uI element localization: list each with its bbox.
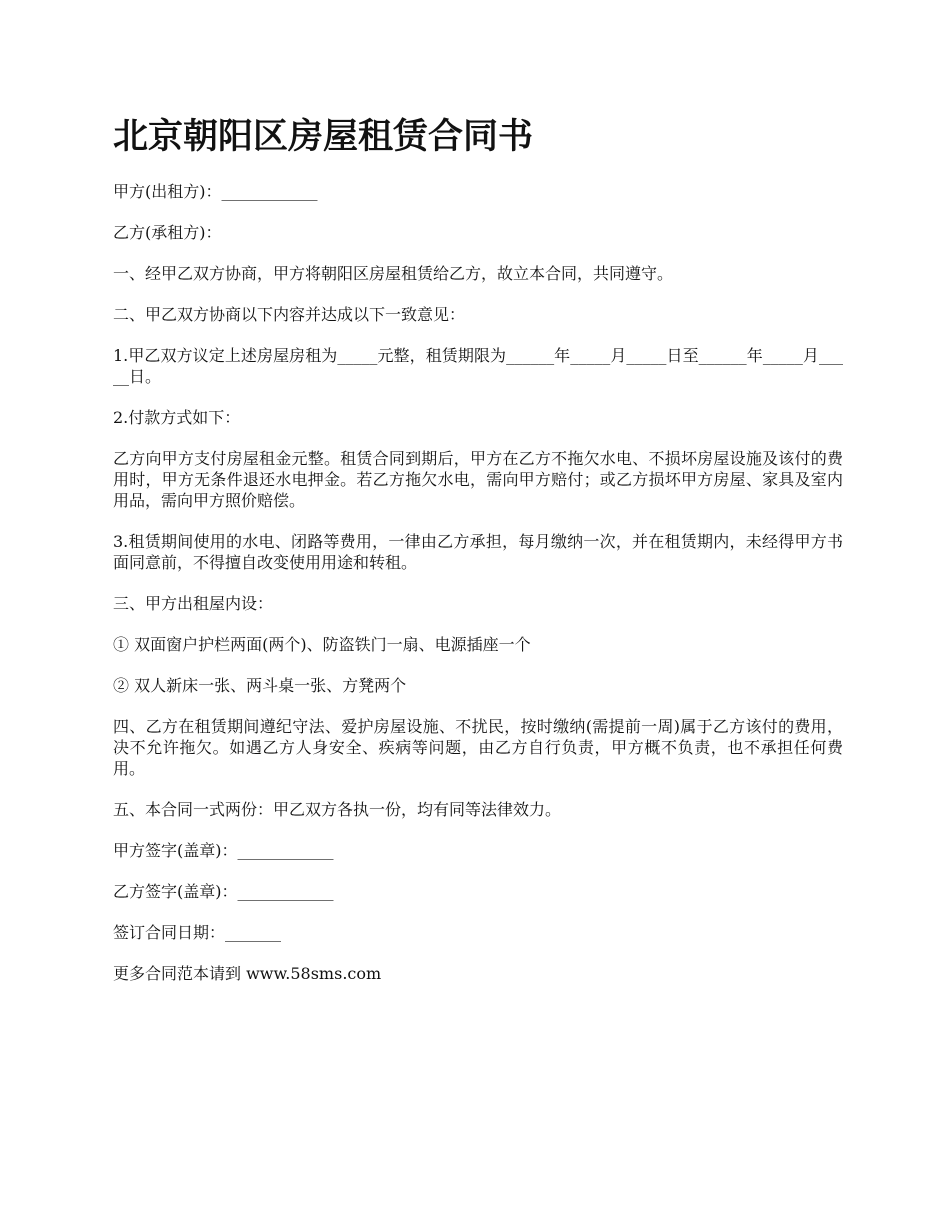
signing-date: 签订合同日期：_______ [113, 923, 282, 942]
furnishing-item-1: ① 双面窗户护栏两面(两个)、防盗铁门一扇、电源插座一个 [113, 635, 531, 654]
payment-method-heading: 2.付款方式如下： [113, 408, 241, 427]
payment-method-body: 乙方向甲方支付房屋租金元整。租赁合同到期后，甲方在乙方不拖欠水电、不损坏房屋设施及该付的费用时，甲方无条件退还水电押金。若乙方拖欠水电，需向甲方赔付；或乙方损坏甲方房屋、家具及室内用品，需向甲方照价赔偿。 [113, 449, 843, 510]
document-title: 北京朝阳区房屋租赁合同书 [113, 117, 534, 157]
contract-page [113, 112, 843, 1004]
party-a-line: 甲方(出租方)：____________ [113, 182, 318, 201]
clause-3-heading: 三、甲方出租屋内设： [113, 594, 274, 613]
rent-term-item: 1.甲乙双方议定上述房屋房租为_____元整，租赁期限为______年_____月_____日至______年_____月_____日。 [113, 346, 843, 386]
furnishing-item-2: ② 双人新床一张、两斗桌一张、方凳两个 [113, 676, 407, 695]
clause-4: 四、乙方在租赁期间遵纪守法、爱护房屋设施、不扰民，按时缴纳(需提前一周)属于乙方该付的费用，决不允许拖欠。如遇乙方人身安全、疾病等问题，由乙方自行负责，甲方概不负责，也不承担任何费用。 [113, 717, 843, 778]
utilities-item: 3.租赁期间使用的水电、闭路等费用，一律由乙方承担，每月缴纳一次，并在租赁期内，未经得甲方书面同意前，不得擅自改变使用用途和转租。 [113, 532, 843, 572]
clause-2-intro: 二、甲乙双方协商以下内容并达成以下一致意见： [113, 305, 466, 324]
party-b-signature: 乙方签字(盖章)：____________ [113, 882, 334, 901]
clause-5: 五、本合同一式两份：甲乙双方各执一份，均有同等法律效力。 [113, 800, 562, 819]
footer-more-templates: 更多合同范本请到 www.58sms.com [113, 964, 382, 983]
party-b-line: 乙方(承租方)： [113, 223, 222, 242]
clause-1-intro: 一、经甲乙双方协商，甲方将朝阳区房屋租赁给乙方，故立本合同，共同遵守。 [113, 264, 674, 283]
party-a-signature: 甲方签字(盖章)：____________ [113, 841, 334, 860]
